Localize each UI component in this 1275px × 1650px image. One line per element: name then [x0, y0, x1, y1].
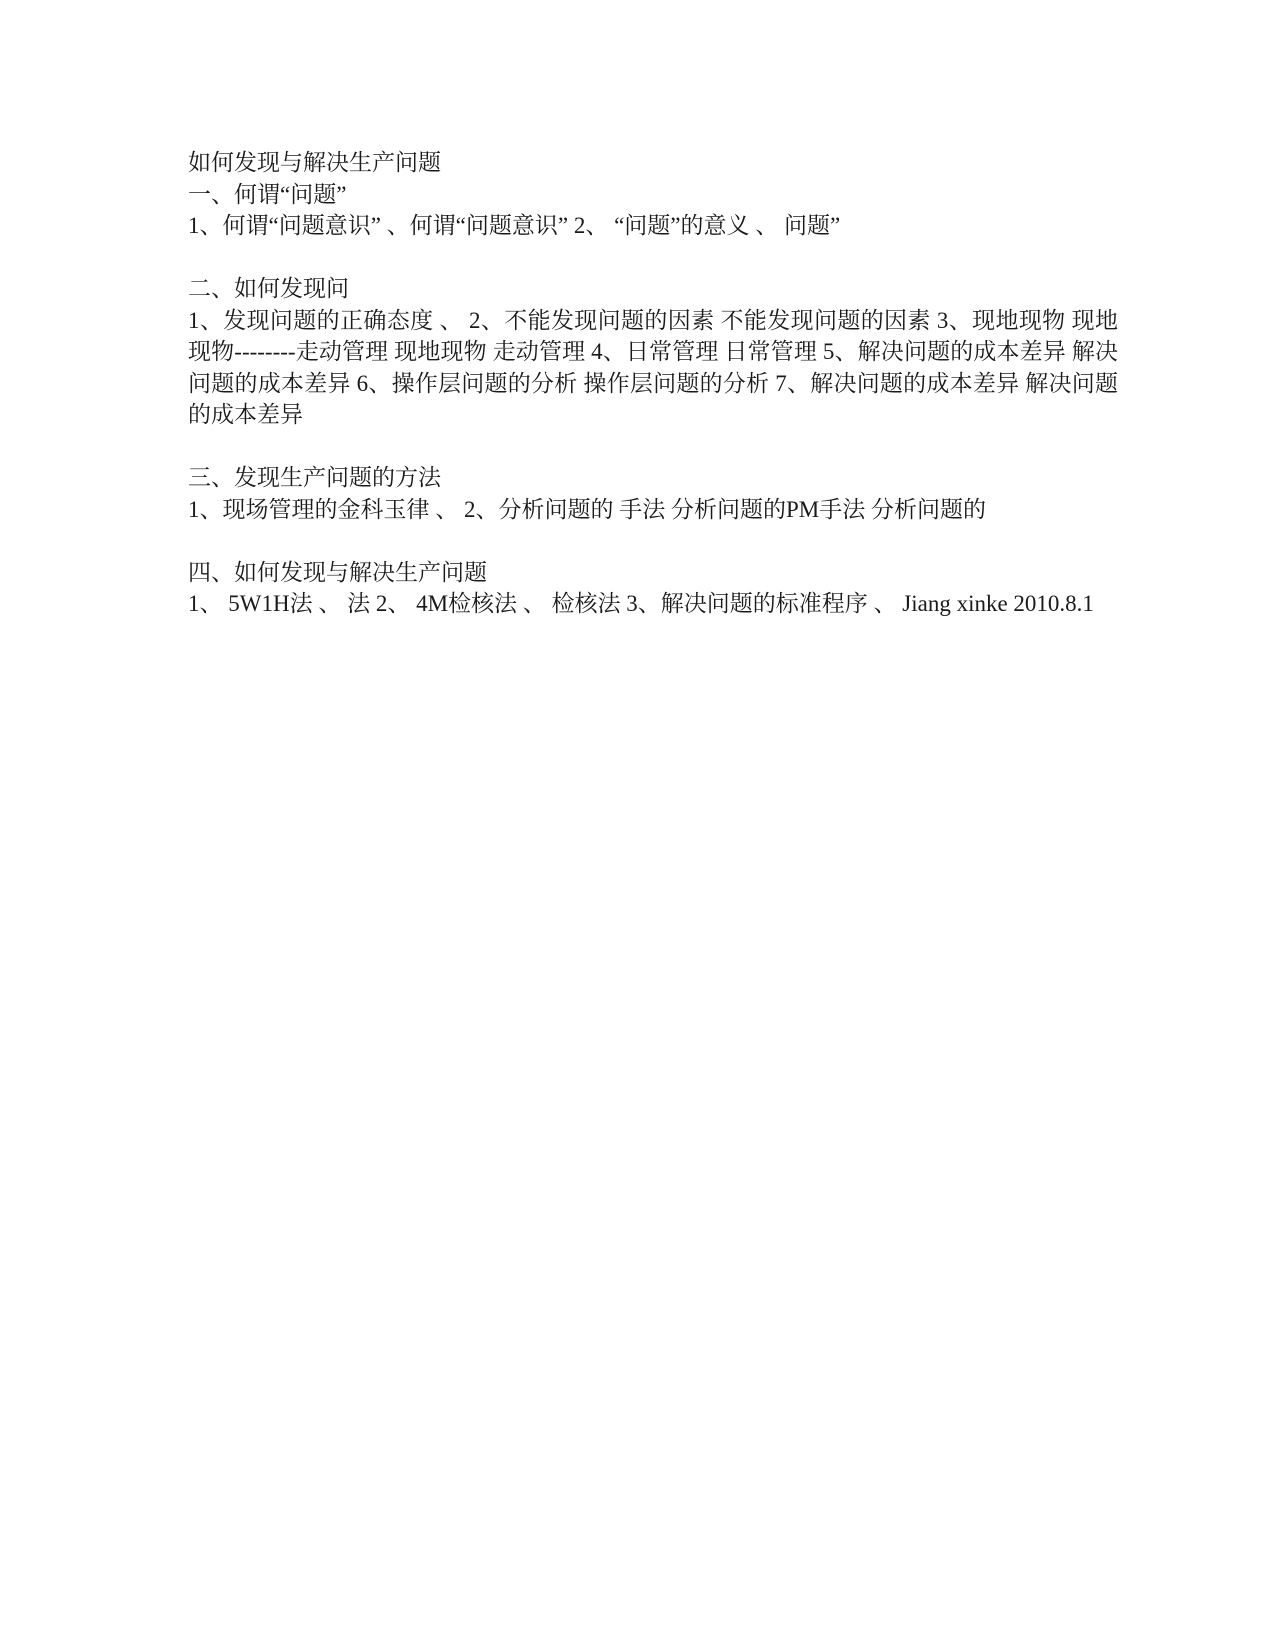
section-4-body: 1、 5W1H法 、 法 2、 4M检核法 、 检核法 3、解决问题的标准程序 、 Jiang xinke 2010.8.1	[188, 591, 1094, 616]
section-3-body: 1、现场管理的金科玉律 、 2、分析问题的 手法 分析问题的PM手法 分析问题的	[188, 496, 986, 522]
paragraph-spacer	[188, 525, 1118, 557]
document-content	[188, 147, 1118, 620]
section-1-heading: 一、何谓“问题”	[188, 181, 347, 207]
paragraph-spacer	[188, 242, 1118, 274]
section-4-heading: 四、如何发现与解决生产问题	[188, 559, 487, 585]
section-3-heading: 三、发现生产问题的方法	[188, 465, 441, 490]
paragraph-spacer	[188, 431, 1118, 463]
document-title: 如何发现与解决生产问题	[188, 150, 441, 175]
section-1-body: 1、何谓“问题意识” 、何谓“问题意识” 2、 “问题”的意义 、 问题”	[188, 213, 841, 238]
section-2-body: 1、发现问题的正确态度 、 2、不能发现问题的因素 不能发现问题的因素 3、现地现物 现地现物--------走动管理 现地现物 走动管理 4、日常管理 日常管理 5、解决问题的成本差异 解决问题的成本差异 6、操作层问题的分析 操作层问题的分析 7、解决问题的成本差异 解决问题的成本差异	[188, 307, 1118, 427]
section-2-heading: 二、如何发现问	[188, 276, 349, 301]
